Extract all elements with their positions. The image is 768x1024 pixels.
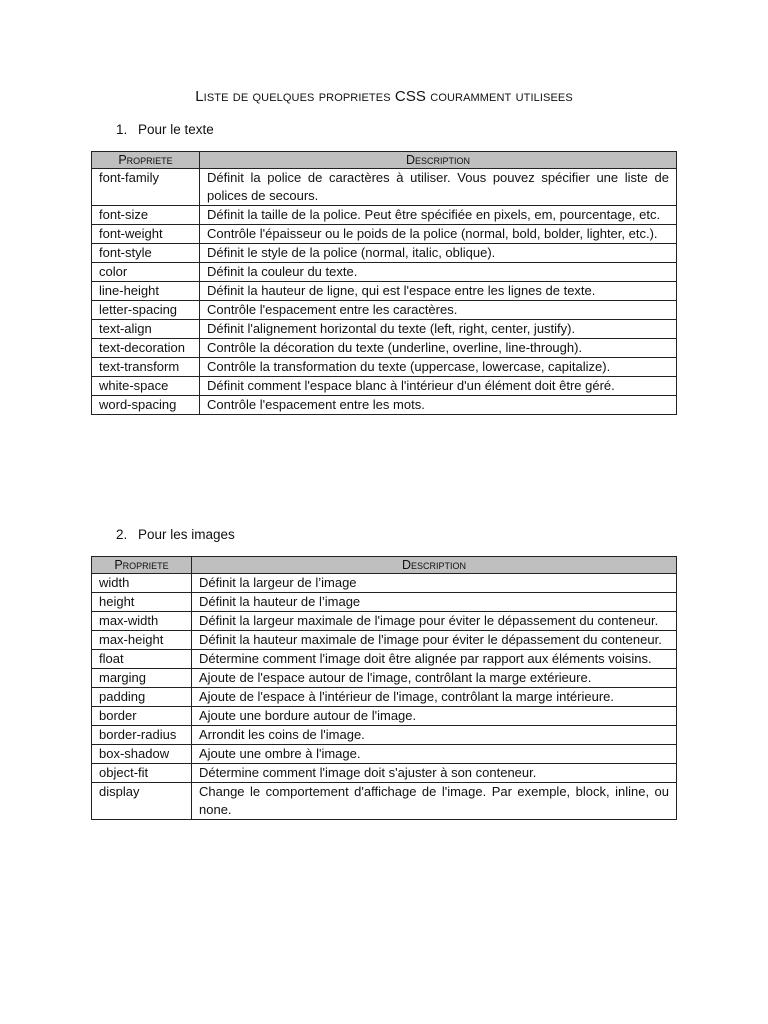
description-cell: Contrôle la décoration du texte (underline, overline, line-through).	[200, 339, 677, 358]
property-cell: font-size	[92, 206, 200, 225]
table-row	[92, 631, 677, 650]
description-cell: Définit la hauteur de ligne, qui est l'espace entre les lignes de texte.	[200, 282, 677, 301]
property-cell: object-fit	[92, 764, 192, 783]
description-cell: Détermine comment l'image doit s'ajuster à son conteneur.	[192, 764, 677, 783]
property-cell: font-weight	[92, 225, 200, 244]
table-row	[92, 263, 677, 282]
description-cell: Détermine comment l'image doit être alignée par rapport aux éléments voisins.	[192, 650, 677, 669]
table-row	[92, 726, 677, 745]
property-cell: width	[92, 574, 192, 593]
property-cell: padding	[92, 688, 192, 707]
section-number: 1.	[116, 122, 128, 137]
table-row	[92, 574, 677, 593]
description-cell: Définit la hauteur maximale de l'image pour éviter le dépassement du conteneur.	[192, 631, 677, 650]
column-header-description: Description	[200, 152, 677, 169]
property-cell: float	[92, 650, 192, 669]
table-row	[92, 783, 677, 820]
section-heading-images	[116, 527, 235, 542]
table-header-row	[92, 152, 677, 169]
table-row	[92, 707, 677, 726]
property-cell: box-shadow	[92, 745, 192, 764]
column-header-property: Propriete	[92, 152, 200, 169]
property-cell: text-transform	[92, 358, 200, 377]
property-cell: white-space	[92, 377, 200, 396]
section-heading-label: Pour les images	[138, 527, 235, 542]
section-heading-label: Pour le texte	[138, 122, 214, 137]
table-row	[92, 282, 677, 301]
image-properties-table	[91, 556, 677, 820]
table-row	[92, 764, 677, 783]
property-cell: font-family	[92, 169, 200, 206]
description-cell: Définit la largeur maximale de l'image pour éviter le dépassement du conteneur.	[192, 612, 677, 631]
table-row	[92, 377, 677, 396]
table-row	[92, 169, 677, 206]
description-cell: Définit la taille de la police. Peut être spécifiée en pixels, em, pourcentage, etc.	[200, 206, 677, 225]
column-header-property: Propriete	[92, 557, 192, 574]
description-cell: Définit la police de caractères à utiliser. Vous pouvez spécifier une liste de polices de secours.	[200, 169, 677, 206]
column-header-description: Description	[192, 557, 677, 574]
text-properties-table	[91, 151, 677, 415]
table-row	[92, 206, 677, 225]
description-cell: Contrôle l'épaisseur ou le poids de la police (normal, bold, bolder, lighter, etc.).	[200, 225, 677, 244]
property-cell: font-style	[92, 244, 200, 263]
description-cell: Ajoute une bordure autour de l'image.	[192, 707, 677, 726]
table-row	[92, 669, 677, 688]
description-cell: Ajoute une ombre à l'image.	[192, 745, 677, 764]
description-cell: Définit la couleur du texte.	[200, 263, 677, 282]
table-row	[92, 339, 677, 358]
table-row	[92, 301, 677, 320]
description-cell: Définit la hauteur de l’image	[192, 593, 677, 612]
table-row	[92, 688, 677, 707]
property-cell: letter-spacing	[92, 301, 200, 320]
property-cell: max-width	[92, 612, 192, 631]
description-cell: Contrôle l'espacement entre les caractères.	[200, 301, 677, 320]
table-row	[92, 320, 677, 339]
table-body	[92, 574, 677, 820]
document-title: Liste de quelques proprietes CSS couramment utilisees	[195, 88, 573, 105]
table-row	[92, 358, 677, 377]
table-row	[92, 650, 677, 669]
table-row	[92, 745, 677, 764]
description-cell: Définit la largeur de l’image	[192, 574, 677, 593]
description-cell: Définit le style de la police (normal, italic, oblique).	[200, 244, 677, 263]
property-cell: height	[92, 593, 192, 612]
description-cell: Ajoute de l'espace autour de l'image, contrôlant la marge extérieure.	[192, 669, 677, 688]
property-cell: line-height	[92, 282, 200, 301]
property-cell: color	[92, 263, 200, 282]
description-cell: Arrondit les coins de l'image.	[192, 726, 677, 745]
description-cell: Contrôle l'espacement entre les mots.	[200, 396, 677, 415]
description-cell: Ajoute de l'espace à l'intérieur de l'image, contrôlant la marge intérieure.	[192, 688, 677, 707]
table-header-row	[92, 557, 677, 574]
property-cell: word-spacing	[92, 396, 200, 415]
table-row	[92, 244, 677, 263]
table-row	[92, 593, 677, 612]
description-cell: Définit comment l'espace blanc à l'intérieur d'un élément doit être géré.	[200, 377, 677, 396]
property-cell: border-radius	[92, 726, 192, 745]
section-heading-text	[116, 122, 214, 137]
description-cell: Définit l'alignement horizontal du texte (left, right, center, justify).	[200, 320, 677, 339]
property-cell: marging	[92, 669, 192, 688]
property-cell: text-decoration	[92, 339, 200, 358]
table-body	[92, 169, 677, 415]
table-row	[92, 225, 677, 244]
description-cell: Change le comportement d'affichage de l'image. Par exemple, block, inline, ou none.	[192, 783, 677, 820]
property-cell: text-align	[92, 320, 200, 339]
property-cell: display	[92, 783, 192, 820]
property-cell: border	[92, 707, 192, 726]
description-cell: Contrôle la transformation du texte (uppercase, lowercase, capitalize).	[200, 358, 677, 377]
table-row	[92, 396, 677, 415]
property-cell: max-height	[92, 631, 192, 650]
section-number: 2.	[116, 527, 128, 542]
table-row	[92, 612, 677, 631]
